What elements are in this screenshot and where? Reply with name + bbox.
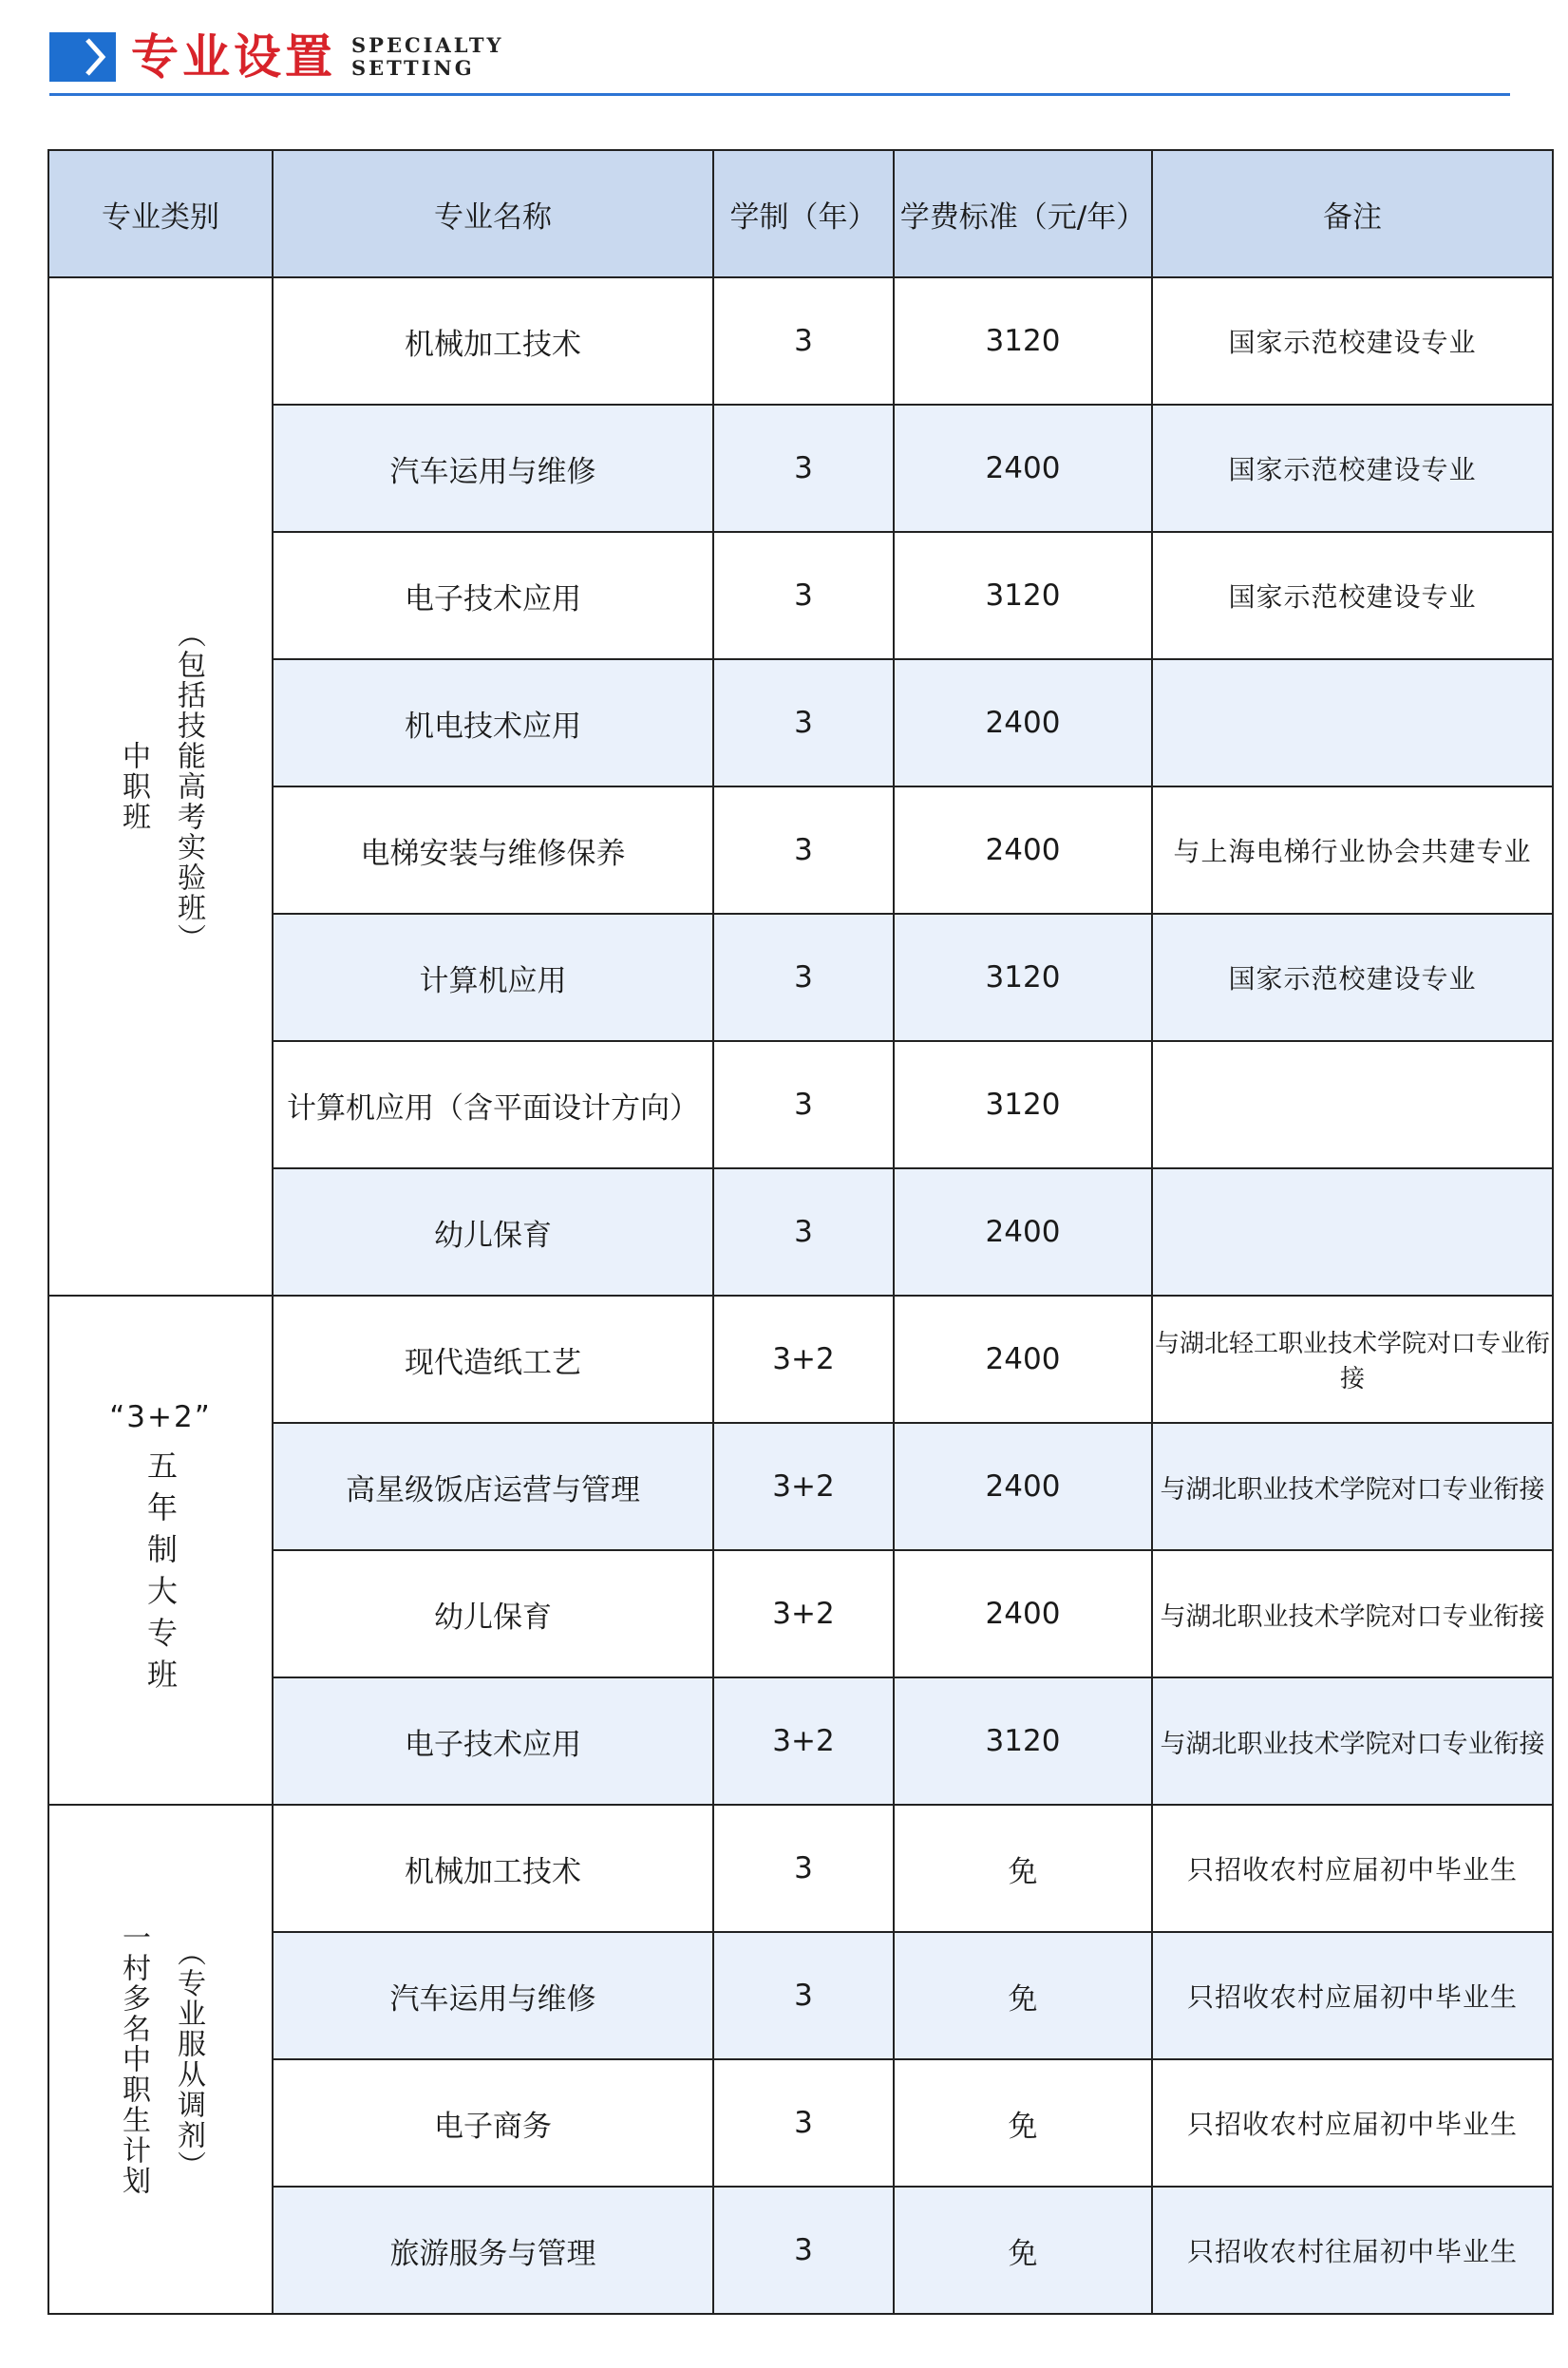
- subtitle-line-1: SPECIALTY: [351, 33, 504, 57]
- years-cell: 3+2: [713, 1677, 894, 1805]
- table-row: [48, 914, 1553, 1041]
- years-cell: 3: [713, 914, 894, 1041]
- table-row: [48, 1423, 1553, 1550]
- table-row: [48, 2187, 1553, 2314]
- fee-cell: 2400: [894, 1296, 1152, 1423]
- note-cell: 与湖北职业技术学院对口专业衔接: [1152, 1550, 1553, 1677]
- note-cell: 与湖北职业技术学院对口专业衔接: [1152, 1423, 1553, 1550]
- table-row: [48, 2059, 1553, 2187]
- section-subtitle: [351, 34, 503, 80]
- category-cell-wunianzhi: [48, 1296, 273, 1805]
- header-divider: [49, 93, 1510, 96]
- table-row: [48, 1296, 1553, 1423]
- years-cell: 3+2: [713, 1423, 894, 1550]
- specialty-table: [47, 149, 1554, 2315]
- fee-cell: 2400: [894, 1550, 1152, 1677]
- note-cell: 与湖北职业技术学院对口专业衔接: [1152, 1677, 1553, 1805]
- major-name: 电梯安装与维修保养: [273, 786, 713, 914]
- fee-cell: 免: [894, 2059, 1152, 2187]
- table-row: [48, 277, 1553, 405]
- fee-cell: 3120: [894, 1677, 1152, 1805]
- table-row: [48, 659, 1553, 786]
- major-name: 汽车运用与维修: [273, 405, 713, 532]
- header-years: 学制（年）: [713, 150, 894, 277]
- major-name: 旅游服务与管理: [273, 2187, 713, 2314]
- category-main: 中职班: [117, 741, 150, 832]
- table-row: [48, 1677, 1553, 1805]
- note-cell: 国家示范校建设专业: [1152, 405, 1553, 532]
- note-cell: [1152, 1041, 1553, 1168]
- note-cell: 只招收农村应届初中毕业生: [1152, 1932, 1553, 2059]
- category-sub: （包括技能高考实验班）: [172, 619, 205, 954]
- note-cell: [1152, 659, 1553, 786]
- major-name: 计算机应用: [273, 914, 713, 1041]
- fee-cell: 免: [894, 1932, 1152, 2059]
- fee-cell: 3120: [894, 914, 1152, 1041]
- table-row: [48, 1041, 1553, 1168]
- fee-cell: 3120: [894, 532, 1152, 659]
- table-row: [48, 1168, 1553, 1296]
- years-cell: 3: [713, 2187, 894, 2314]
- years-cell: 3: [713, 2059, 894, 2187]
- note-cell: 只招收农村应届初中毕业生: [1152, 1805, 1553, 1932]
- header-category: 专业类别: [48, 150, 273, 277]
- major-name: 幼儿保育: [273, 1550, 713, 1677]
- subtitle-line-2: SETTING: [351, 56, 475, 80]
- table-row: [48, 1932, 1553, 2059]
- major-name: 汽车运用与维修: [273, 1932, 713, 2059]
- category-prefix: “3+2”: [109, 1400, 212, 1434]
- table-row: [48, 405, 1553, 532]
- fee-cell: 3120: [894, 277, 1152, 405]
- years-cell: 3: [713, 277, 894, 405]
- note-cell: 国家示范校建设专业: [1152, 914, 1553, 1041]
- fee-cell: 免: [894, 2187, 1152, 2314]
- years-cell: 3: [713, 532, 894, 659]
- years-cell: 3: [713, 1932, 894, 2059]
- table-header-row: [48, 150, 1553, 277]
- table-row: [48, 1805, 1553, 1932]
- years-cell: 3: [713, 1805, 894, 1932]
- years-cell: 3+2: [713, 1550, 894, 1677]
- fee-cell: 2400: [894, 659, 1152, 786]
- table-row: [48, 786, 1553, 914]
- specialty-table-wrapper: [47, 149, 1554, 2315]
- major-name: 机电技术应用: [273, 659, 713, 786]
- note-cell: 国家示范校建设专业: [1152, 277, 1553, 405]
- fee-cell: 3120: [894, 1041, 1152, 1168]
- major-name: 幼儿保育: [273, 1168, 713, 1296]
- years-cell: 3: [713, 1041, 894, 1168]
- major-name: 高星级饭店运营与管理: [273, 1423, 713, 1550]
- header-note: 备注: [1152, 150, 1553, 277]
- table-row: [48, 532, 1553, 659]
- category-main: 一村多名中职生计划: [117, 1923, 150, 2196]
- major-name: 电子技术应用: [273, 532, 713, 659]
- major-name: 计算机应用（含平面设计方向）: [273, 1041, 713, 1168]
- fee-cell: 2400: [894, 1423, 1152, 1550]
- note-cell: 只招收农村应届初中毕业生: [1152, 2059, 1553, 2187]
- note-cell: 只招收农村往届初中毕业生: [1152, 2187, 1553, 2314]
- fee-cell: 2400: [894, 786, 1152, 914]
- note-cell: 国家示范校建设专业: [1152, 532, 1553, 659]
- major-name: 电子技术应用: [273, 1677, 713, 1805]
- table-row: [48, 1550, 1553, 1677]
- header-fee: 学费标准（元/年）: [894, 150, 1152, 277]
- major-name: 机械加工技术: [273, 277, 713, 405]
- category-sub: （专业服从调剂）: [172, 1938, 205, 2181]
- section-title: 专业设置: [131, 29, 336, 85]
- note-cell: [1152, 1168, 1553, 1296]
- chevron-right-icon: [49, 32, 116, 82]
- note-cell: 与湖北轻工职业技术学院对口专业衔接: [1152, 1296, 1553, 1423]
- major-name: 现代造纸工艺: [273, 1296, 713, 1423]
- years-cell: 3: [713, 405, 894, 532]
- section-header: [49, 27, 1510, 95]
- fee-cell: 免: [894, 1805, 1152, 1932]
- note-cell: 与上海电梯行业协会共建专业: [1152, 786, 1553, 914]
- major-name: 机械加工技术: [273, 1805, 713, 1932]
- category-cell-zhongzhi: [48, 277, 273, 1296]
- fee-cell: 2400: [894, 1168, 1152, 1296]
- major-name: 电子商务: [273, 2059, 713, 2187]
- years-cell: 3: [713, 1168, 894, 1296]
- category-cell-yicunduoming: [48, 1805, 273, 2314]
- category-main: 五年制大专班: [142, 1449, 179, 1700]
- years-cell: 3: [713, 786, 894, 914]
- header-name: 专业名称: [273, 150, 713, 277]
- fee-cell: 2400: [894, 405, 1152, 532]
- years-cell: 3: [713, 659, 894, 786]
- years-cell: 3+2: [713, 1296, 894, 1423]
